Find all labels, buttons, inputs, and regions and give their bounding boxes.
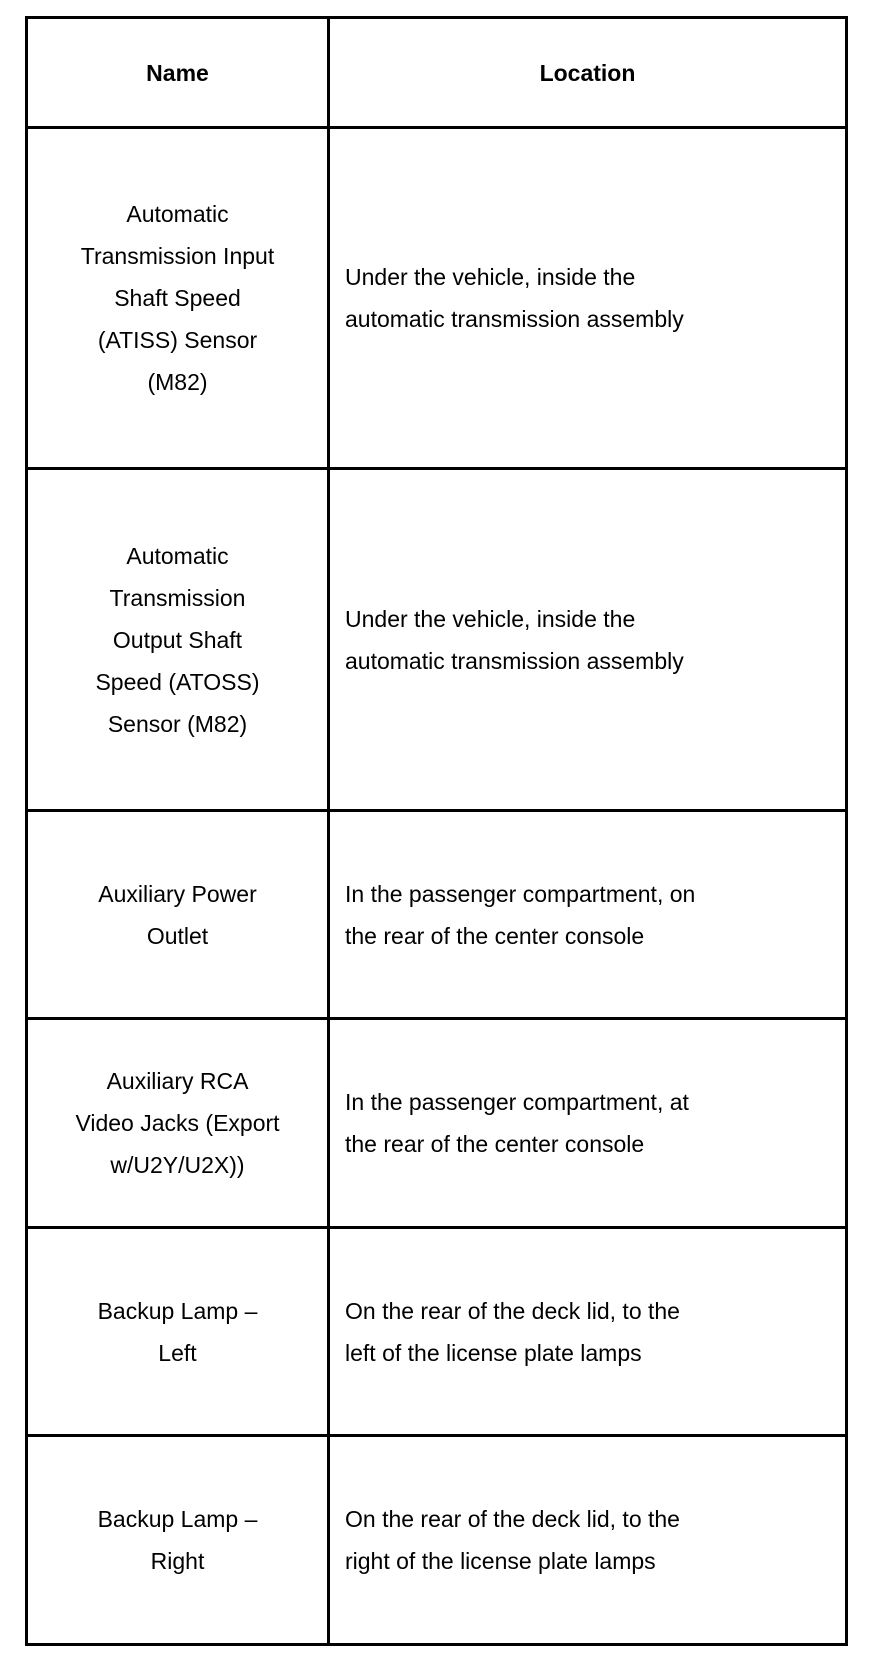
name-line: Shaft Speed — [114, 285, 241, 312]
column-header-name: Name — [27, 18, 329, 128]
name-line: Backup Lamp – — [97, 1506, 258, 1533]
name-line: Backup Lamp – — [97, 1297, 258, 1324]
location-line: On the rear of the deck lid, to the — [345, 1297, 680, 1324]
name-line: Speed (ATOSS) — [95, 668, 260, 695]
location-line: the rear of the center console — [345, 922, 645, 949]
name-cell — [27, 1436, 329, 1645]
location-line: In the passenger compartment, at — [345, 1089, 689, 1116]
location-cell — [329, 810, 847, 1019]
name-line: Auxiliary Power — [98, 880, 257, 907]
table-row — [27, 128, 847, 469]
column-header-location: Location — [329, 18, 847, 128]
table-row — [27, 1227, 847, 1436]
name-line: Sensor (M82) — [107, 710, 248, 737]
name-cell — [27, 1019, 329, 1228]
location-cell — [329, 1436, 847, 1645]
location-line: On the rear of the deck lid, to the — [345, 1506, 680, 1533]
component-location-table — [25, 16, 848, 1646]
name-line: Automatic — [126, 201, 229, 228]
name-line: Left — [158, 1339, 197, 1366]
location-line: Under the vehicle, inside the — [345, 605, 636, 632]
name-line: w/U2Y/U2X)) — [110, 1152, 245, 1179]
name-line: (M82) — [147, 369, 208, 396]
name-line: Auxiliary RCA — [106, 1068, 249, 1095]
location-cell — [329, 469, 847, 810]
location-line: the rear of the center console — [345, 1131, 645, 1158]
location-line: right of the license plate lamps — [345, 1548, 656, 1575]
name-line: (ATISS) Sensor — [97, 327, 258, 354]
table-header-row — [27, 18, 847, 128]
location-line: In the passenger compartment, on — [345, 880, 696, 907]
name-line: Video Jacks (Export — [75, 1110, 280, 1137]
name-cell — [27, 810, 329, 1019]
table-row — [27, 469, 847, 810]
name-line: Transmission — [109, 584, 246, 611]
name-cell — [27, 128, 329, 469]
location-cell — [329, 1019, 847, 1228]
name-cell — [27, 469, 329, 810]
location-cell — [329, 1227, 847, 1436]
name-line: Transmission Input — [80, 243, 275, 270]
location-cell — [329, 128, 847, 469]
name-line: Right — [150, 1548, 205, 1575]
table-row — [27, 1019, 847, 1228]
location-line: automatic transmission assembly — [345, 647, 684, 674]
name-line: Outlet — [146, 922, 209, 949]
table-row — [27, 1436, 847, 1645]
table-row — [27, 810, 847, 1019]
name-line: Automatic — [126, 542, 229, 569]
name-cell — [27, 1227, 329, 1436]
location-line: left of the license plate lamps — [345, 1339, 642, 1366]
name-line: Output Shaft — [112, 626, 243, 653]
location-line: Under the vehicle, inside the — [345, 264, 636, 291]
location-line: automatic transmission assembly — [345, 306, 684, 333]
